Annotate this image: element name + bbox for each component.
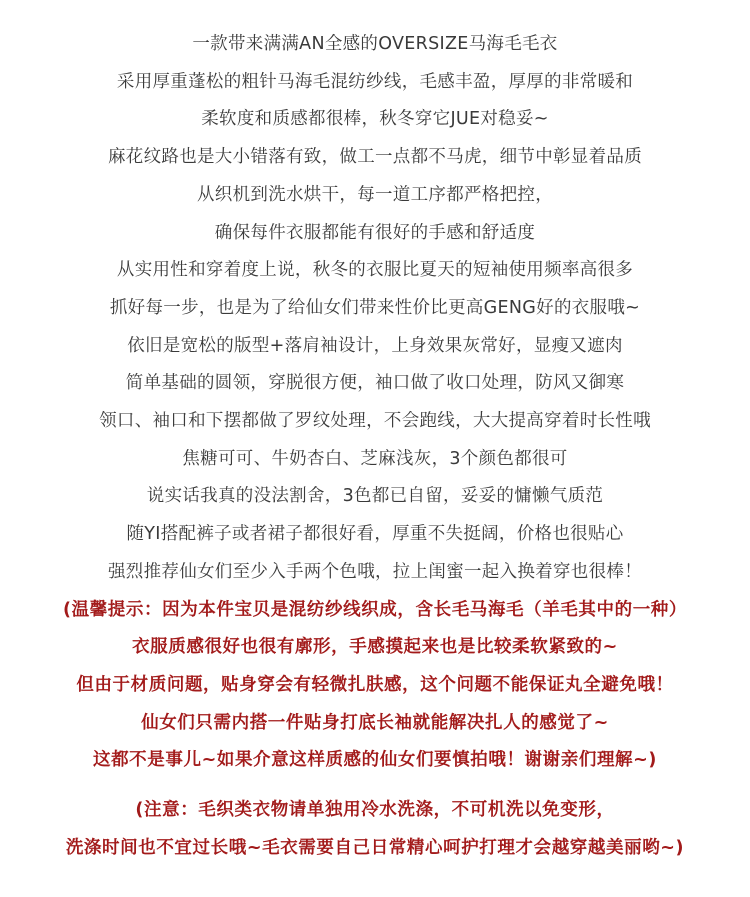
- description-line: 强烈推荐仙女们至少入手两个色哦，拉上闺蜜一起入换着穿也很棒！: [108, 561, 642, 582]
- description-line: 依旧是宽松的版型+落肩袖设计，上身效果灰常好，显瘦又遮肉: [127, 335, 623, 356]
- description-block: [0, 26, 750, 592]
- care-instructions: [0, 792, 750, 867]
- description-line: 采用厚重蓬松的粗针马海毛混纺纱线，毛感丰盈，厚厚的非常暖和: [116, 71, 634, 92]
- warning-line: 仙女们只需内搭一件贴身打底长袖就能解决扎人的感觉了~: [141, 712, 609, 733]
- section-spacer: [0, 780, 750, 792]
- description-line: 从实用性和穿着度上说，秋冬的衣服比夏天的短袖使用频率高很多: [116, 260, 634, 281]
- warning-line: (温馨提示：因为本件宝贝是混纺纱线织成，含长毛马海毛（羊毛其中的一种）: [63, 599, 687, 620]
- description-line: 抓好每一步，也是为了给仙女们带来性价比更高GENG好的衣服哦~: [109, 297, 641, 318]
- description-line: 说实话我真的没法割舍，3色都已自留，妥妥的慵懒气质范: [146, 486, 604, 507]
- description-line: 随YI搭配裤子或者裙子都很好看，厚重不失挺阔，价格也很贴心: [126, 524, 624, 545]
- description-line: 焦糖可可、牛奶杏白、芝麻浅灰，3个颜色都很可: [182, 448, 568, 469]
- care-line: 洗涤时间也不宜过长哦~毛衣需要自己日常精心呵护打理才会越穿越美丽哟~): [65, 837, 685, 858]
- care-line: (注意：毛织类衣物请单独用冷水洗涤，不可机洗以免变形，: [135, 800, 615, 821]
- description-line: 确保每件衣服都能有很好的手感和舒适度: [214, 222, 536, 243]
- description-line: 一款带来满满AN全感的OVERSIZE马海毛毛衣: [192, 34, 558, 54]
- warning-line: 但由于材质问题，贴身穿会有轻微扎肤感，这个问题不能保证丸全避免哦！: [76, 674, 674, 695]
- description-line: 柔软度和质感都很棒，秋冬穿它JUE对稳妥~: [201, 109, 549, 130]
- warning-line: 这都不是事儿~如果介意这样质感的仙女们要慎拍哦！谢谢亲们理解~): [92, 750, 658, 771]
- description-line: 麻花纹路也是大小错落有致，做工一点都不马虎，细节中彰显着品质: [108, 147, 642, 168]
- description-line: 领口、袖口和下摆都做了罗纹处理，不会跑线，大大提高穿着时长性哦: [99, 411, 651, 432]
- description-line: 简单基础的圆领，穿脱很方便，袖口做了收口处理，防风又御寒: [125, 373, 625, 394]
- warning-notice: [0, 592, 750, 781]
- warning-line: 衣服质感很好也很有廓形，手感摸起来也是比较柔软紧致的~: [132, 637, 618, 658]
- description-line: 从织机到洗水烘干，每一道工序都严格把控，: [197, 184, 553, 205]
